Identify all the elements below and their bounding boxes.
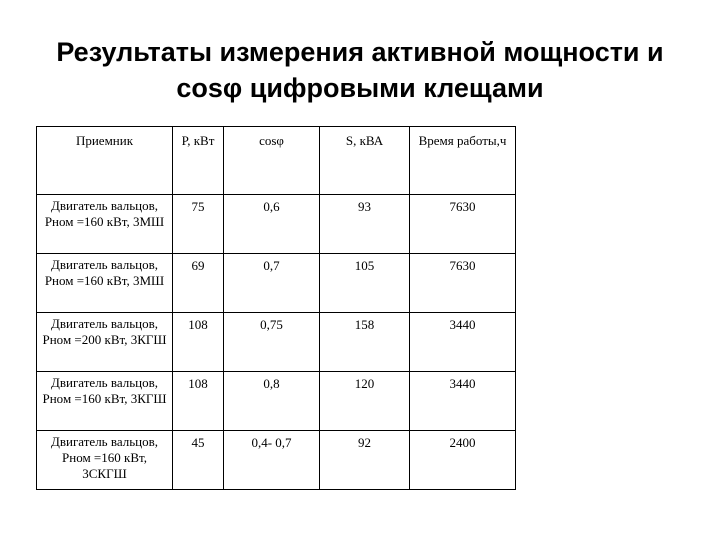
cell-operating-time: 3440 [410, 372, 516, 431]
cell-apparent-power: 105 [320, 254, 410, 313]
cell-cosphi: 0,8 [224, 372, 320, 431]
cell-cosphi: 0,7 [224, 254, 320, 313]
cell-receiver: Двигатель вальцов, Рном =160 кВт, 3СКГШ [37, 431, 173, 490]
header-power: Р, кВт [173, 127, 224, 195]
cell-operating-time: 2400 [410, 431, 516, 490]
cell-cosphi: 0,4- 0,7 [224, 431, 320, 490]
table-row [37, 372, 516, 431]
cell-power: 75 [173, 195, 224, 254]
header-receiver: Приемник [37, 127, 173, 195]
cell-apparent-power: 120 [320, 372, 410, 431]
cell-power: 69 [173, 254, 224, 313]
cell-receiver: Двигатель вальцов, Рном =160 кВт, 3МШ [37, 195, 173, 254]
table-row [37, 313, 516, 372]
slide-title-line-2: cosφ цифровыми клещами [176, 73, 544, 103]
table-row [37, 195, 516, 254]
measurement-table [36, 126, 516, 490]
cell-receiver: Двигатель вальцов, Рном =160 кВт, 3КГШ [37, 372, 173, 431]
cell-operating-time: 7630 [410, 195, 516, 254]
cell-power: 108 [173, 313, 224, 372]
cell-operating-time: 3440 [410, 313, 516, 372]
table-header-row [37, 127, 516, 195]
header-cosphi: cosφ [224, 127, 320, 195]
cell-cosphi: 0,6 [224, 195, 320, 254]
header-apparent-power: S, кВА [320, 127, 410, 195]
cell-apparent-power: 93 [320, 195, 410, 254]
cell-apparent-power: 92 [320, 431, 410, 490]
slide-title-line-1: Результаты измерения активной мощности и [56, 37, 664, 67]
cell-power: 108 [173, 372, 224, 431]
cell-receiver: Двигатель вальцов, Рном =160 кВт, 3МШ [37, 254, 173, 313]
cell-cosphi: 0,75 [224, 313, 320, 372]
table-row [37, 254, 516, 313]
cell-power: 45 [173, 431, 224, 490]
cell-operating-time: 7630 [410, 254, 516, 313]
cell-apparent-power: 158 [320, 313, 410, 372]
table-row [37, 431, 516, 490]
cell-receiver: Двигатель вальцов, Рном =200 кВт, 3КГШ [37, 313, 173, 372]
slide-title [0, 34, 720, 106]
header-operating-time: Время работы,ч [410, 127, 516, 195]
